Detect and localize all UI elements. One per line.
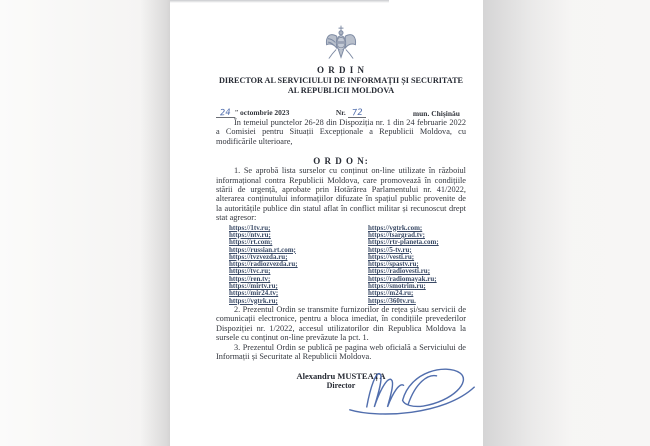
point-1-paragraph: 1. Se aprobă lista surselor cu conținut on-line utilizate în războiul informațional contra Republicii Moldova, care promovează în condițiile stării de urgență, aprobate prin Hotărârea Parlamentului nr. 41/2022, alterarea conținutului informațiilor difuzate în spațiul public provenite de la autoritățile publice din statul aflat în conflict militar și recunoscut drept stat agresor: [216,166,466,223]
url-item: https://rt.com; [229,238,273,247]
url-item: https://vesti.ru; [368,252,415,261]
url-item: https://360tv.ru. [368,296,416,305]
handwritten-number: 72 [351,107,363,119]
document-subtitle-line1: DIRECTOR AL SERVICIULUI DE INFORMAȚII ȘI SECURITATE [218,76,464,85]
signer-name: Alexandru MUSTEAȚA [296,371,386,382]
url-item: https://mirtv.ru; [229,282,278,291]
url-item: https://radiozvezda.ru; [229,260,298,269]
url-item: https://ntv.ru; [229,230,271,239]
url-item: https://rtr-planeta.com; [368,238,439,247]
document-title: O R D I N [316,65,365,75]
page-shadow-left [140,0,171,446]
number-label: Nr. [335,108,346,117]
url-column-left [229,225,368,305]
signer-title: Director [326,381,356,391]
url-item: https://tsargrad.tv; [368,230,425,239]
url-item: https://5-tv.ru; [368,245,412,254]
date-field [216,108,289,118]
emblem-container [216,24,466,62]
url-item: https://tvzvezda.ru; [229,252,288,261]
document-subtitle-line2: AL REPUBLICII MOLDOVA [287,86,395,95]
point-2-paragraph: 2. Prezentul Ordin se transmite furnizorilor de rețea și/sau servicii de comunicații electronice, pentru a bloca imediat, în condițiile prevederilor Dispoziției nr. 1/2022, accesul utilizatorilor din Republica Moldova la sursele cu conținut on-line prevăzute la pct. 1. [216,304,466,343]
url-column-right [368,225,439,305]
url-item: https://m24.ru; [368,289,414,298]
number-field [336,108,367,118]
moldova-coat-of-arms-icon [324,49,358,66]
url-item: https://radiovesti.ru; [368,267,431,276]
url-item: https://tvc.ru; [229,267,271,276]
handwritten-day: 24 [219,107,232,119]
url-item: https://ren.tv; [229,274,271,283]
url-item: https://russian.rt.com; [229,245,296,254]
url-item: https://vgtrk.ru; [229,296,278,305]
url-item: https://spastv.ru; [368,260,419,269]
preamble-paragraph: În temeiul punctelor 26-28 din Dispoziția nr. 1 din 24 februarie 2022 a Comisiei pentru Situații Excepționale a Republicii Moldova, cu modificările ulterioare, [216,118,466,146]
page-shadow-right [483,0,573,446]
url-item: https://1tv.ru; [229,223,271,232]
document-page [170,0,483,446]
blocked-sources-list [216,225,466,305]
document-content [170,0,483,431]
point-3-paragraph: 3. Prezentul Ordin se publică pe pagina web oficială a Serviciului de Informații și Securitate al Republicii Moldova. [216,342,466,361]
handwritten-signature-icon [346,361,478,424]
quote-mark: ” [234,108,239,117]
date-number-place-row [216,108,466,118]
url-item: https://vgtrk.com; [368,223,423,232]
date-month-year: octombrie 2023 [240,108,290,117]
url-item: https://smotrim.ru; [368,282,426,291]
signature-block [216,371,466,431]
url-item: https://mir24.tv; [229,289,279,298]
place-label: mun. Chișinău [412,109,460,118]
url-item: https://radiomayak.ru; [368,274,437,283]
ordon-heading: O R D O N: [313,156,369,167]
